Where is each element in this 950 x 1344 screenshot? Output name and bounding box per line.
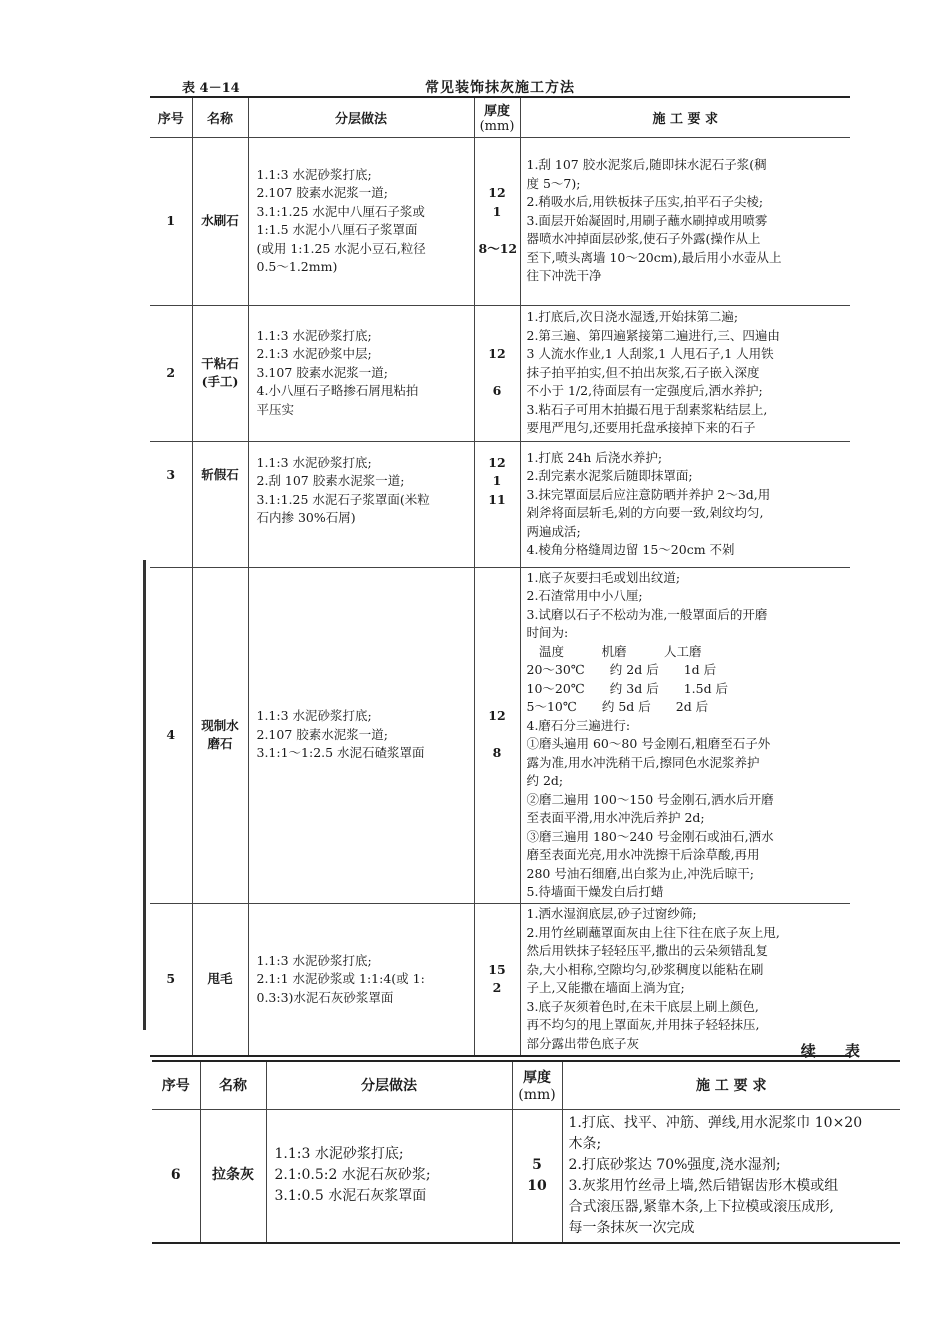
requirement-line: 4.磨石分三遍进行: <box>526 717 631 733</box>
requirement-line: ③磨三遍用 180～240 号金刚石或油石,洒水 <box>526 828 774 844</box>
row-number: 3 <box>150 441 192 567</box>
row-name <box>192 137 248 305</box>
row-thickness <box>474 305 520 441</box>
row-requirements <box>520 903 850 1056</box>
row-layers <box>248 137 474 305</box>
thickness-value: 12 <box>488 708 506 724</box>
requirement-line: 3.灰浆用竹丝帚上墙,然后错锯齿形木模或组 <box>568 1177 839 1194</box>
row-requirements <box>520 567 850 903</box>
requirement-line: 两遍成活; <box>526 523 581 539</box>
requirement-line: 3 人流水作业,1 人刮浆,1 人甩石子,1 人用铁 <box>526 346 774 362</box>
thickness-spacer <box>479 364 516 383</box>
thickness-spacer <box>479 221 516 240</box>
row-layers <box>248 567 474 903</box>
thickness-value: 8～12 <box>478 240 518 256</box>
layer-line: 2.刮 107 胶素水泥浆一道; <box>256 473 405 488</box>
thickness-value: 10 <box>527 1177 547 1194</box>
thickness-spacer <box>479 726 516 745</box>
thickness-value: 6 <box>492 383 502 399</box>
requirement-line: 抹子拍平拍实,但不拍出灰浆,石子嵌入深度 <box>526 364 760 380</box>
header-requirements: 施 工 要 求 <box>520 97 850 137</box>
table-row <box>150 305 850 441</box>
row-number: 1 <box>150 137 192 305</box>
cure-time-row: 5～10℃ 约 5d 后 2d 后 <box>526 699 709 714</box>
requirement-line: 至表面平滑,用水冲洗后养护 2d; <box>526 810 705 825</box>
header-thickness <box>474 97 520 137</box>
layer-line: 3.1:1.25 水泥中八厘石子浆或 <box>256 203 425 219</box>
row-requirements <box>520 137 850 305</box>
layer-line: 0.5～1.2mm) <box>256 259 338 274</box>
requirement-line: 3.试磨以石子不松动为准,一般罩面后的开磨 <box>526 606 768 622</box>
requirement-line: 部分露出带色底子灰 <box>526 1035 640 1051</box>
row-thickness <box>474 903 520 1056</box>
table-row <box>150 567 850 903</box>
row-name <box>192 441 248 567</box>
table-title: 常见装饰抹灰施工方法 <box>425 80 575 96</box>
layer-line: 平压实 <box>256 401 295 417</box>
layer-line: 2.107 胶素水泥浆一道; <box>256 185 388 200</box>
requirement-line: 度 5～7); <box>526 175 581 191</box>
layer-line: 1.1:3 水泥砂浆打底; <box>256 327 372 343</box>
requirement-line: 器喷水冲掉面层砂浆,使石子外露(操作从上 <box>526 231 761 247</box>
row-name-line: 甩毛 <box>207 971 233 986</box>
requirement-line: 2.稍吸水后,用铁板抹子压实,拍平石子尖棱; <box>526 194 764 210</box>
row-number: 2 <box>150 305 192 441</box>
layer-line: 1.1:3 水泥砂浆打底; <box>274 1146 404 1163</box>
requirement-line: 不小于 1/2,待面层有一定强度后,洒水养护; <box>526 383 763 399</box>
row-number: 6 <box>152 1109 200 1243</box>
requirement-line: 剁斧将面层斩毛,剁的方向要一致,剁纹均匀, <box>526 505 764 520</box>
requirement-line: ②磨二遍用 100～150 号金刚石,洒水后开磨 <box>526 791 774 807</box>
layer-line: 1.1:3 水泥砂浆打底; <box>256 454 372 470</box>
table-row <box>150 441 850 567</box>
thickness-value: 12 <box>488 454 506 470</box>
requirement-line: 1.刮 107 胶水泥浆后,随即抹水泥石子浆(稠 <box>526 157 767 173</box>
requirement-line: 合式滚压器,紧靠木条,上下拉模或滚压成形, <box>568 1198 834 1215</box>
row-requirements <box>562 1109 900 1243</box>
header-thickness-label: 厚度 <box>483 104 510 120</box>
thickness-value: 2 <box>492 980 502 996</box>
requirement-line: 5.待墙面干燥发白后打蜡 <box>526 884 664 899</box>
layer-line: 3.1:1.25 水泥石子浆罩面(米粒 <box>256 491 430 507</box>
layer-line: 2.107 胶素水泥浆一道; <box>256 726 388 742</box>
thickness-value: 12 <box>488 185 506 200</box>
header-thickness-unit: (mm) <box>479 119 515 135</box>
requirement-line: 露为准,用水冲洗稍干后,擦同色水泥浆养护 <box>526 754 760 770</box>
requirement-line: 1.底子灰要扫毛或划出纹道; <box>526 569 681 585</box>
requirement-line: 要甩严甩匀,还要用托盘承接掉下来的石子 <box>526 420 756 436</box>
row-layers <box>248 305 474 441</box>
row-number: 4 <box>150 567 192 903</box>
row-name-line: 现制水 <box>201 717 239 733</box>
header-thickness-label: 厚度 <box>523 1070 551 1087</box>
thickness-value: 8 <box>492 745 502 761</box>
requirement-line: 杂,大小相称,空隙均匀,砂浆稠度以能粘在刷 <box>526 961 764 977</box>
layer-line: 2.1:3 水泥砂浆中层; <box>256 346 372 362</box>
table-row <box>150 137 850 305</box>
row-layers <box>266 1109 512 1243</box>
requirement-line: 1.打底 24h 后浇水养护; <box>526 449 663 465</box>
header-thickness <box>512 1061 562 1109</box>
requirement-line: 2.刮完素水泥浆后随即抹罩面; <box>526 468 693 483</box>
header-num: 序号 <box>152 1061 200 1109</box>
layer-line: 4.小八厘石子略掺石屑甩粘拍 <box>256 383 419 399</box>
requirement-line: 再不均匀的甩上罩面灰,并用抹子轻轻抹压, <box>526 1017 760 1033</box>
row-thickness <box>474 441 520 567</box>
requirement-line: 时间为: <box>526 625 569 640</box>
thickness-value: 15 <box>488 961 506 977</box>
thickness-value: 5 <box>532 1156 542 1173</box>
row-requirements <box>520 305 850 441</box>
row-name-line: 拉条灰 <box>212 1167 254 1184</box>
table-label: 表 4－14 <box>182 81 240 96</box>
header-layers: 分层做法 <box>248 97 474 137</box>
header-name: 名称 <box>200 1061 266 1109</box>
requirement-line: 至下,喷头离墙 10～20cm),最后用小水壶从上 <box>526 249 782 265</box>
layer-line: 0.3:3)水泥石灰砂浆罩面 <box>256 989 394 1005</box>
thickness-value: 1 <box>492 203 502 219</box>
layer-line: 2.1:0.5:2 水泥石灰砂浆; <box>274 1167 431 1184</box>
row-requirements <box>520 441 850 567</box>
requirement-line: ①磨头遍用 60～80 号金刚石,粗磨至石子外 <box>526 736 771 751</box>
requirement-line: 每一条抹灰一次完成 <box>568 1219 695 1236</box>
requirement-line: 子上,又能撒在墙面上淌为宜; <box>526 980 685 996</box>
thickness-value: 11 <box>488 491 506 507</box>
requirement-line: 3.抹完罩面层后应注意防晒并养护 2～3d,用 <box>526 486 771 502</box>
table-header-row <box>150 97 850 137</box>
row-layers <box>248 441 474 567</box>
requirement-line: 280 号油石细磨,出白浆为止,冲洗后晾干; <box>526 865 754 881</box>
requirement-line: 2.第三遍、第四遍紧接第二遍进行,三、四遍由 <box>526 327 780 343</box>
table-row <box>152 1109 900 1243</box>
requirement-line: 磨至表面光亮,用水冲洗擦干后涂草酸,再用 <box>526 847 760 862</box>
cure-time-row: 20～30℃ 约 2d 后 1d 后 <box>526 662 717 677</box>
thickness-value: 12 <box>488 346 506 362</box>
row-thickness <box>474 567 520 903</box>
layer-line: 石内掺 30%石屑) <box>256 510 356 525</box>
layer-line: 3.1:0.5 水泥石灰浆罩面 <box>274 1188 427 1205</box>
requirement-line: 3.底子灰须着色时,在未干底层上刷上颜色, <box>526 998 759 1014</box>
layer-line: 1.1:3 水泥砂浆打底; <box>256 952 372 968</box>
plaster-methods-table-continued <box>152 1060 900 1244</box>
row-number: 5 <box>150 903 192 1056</box>
row-name-line: 水刷石 <box>201 212 239 228</box>
requirement-line: 4.棱角分格缝周边留 15～20cm 不剁 <box>526 542 735 557</box>
header-layers: 分层做法 <box>266 1061 512 1109</box>
page-edge-shadow <box>143 560 146 1030</box>
row-name <box>200 1109 266 1243</box>
continued-label: 续 表 <box>800 1042 872 1060</box>
row-layers <box>248 903 474 1056</box>
row-name <box>192 903 248 1056</box>
layer-line: 1:1.5 水泥小八厘石子浆罩面 <box>256 222 418 237</box>
row-thickness <box>512 1109 562 1243</box>
header-requirements: 施 工 要 求 <box>562 1061 900 1109</box>
header-thickness-unit: (mm) <box>518 1087 556 1104</box>
requirement-line: 1.洒水湿润底层,砂子过窗纱筛; <box>526 906 697 922</box>
requirement-line: 2.用竹丝刷蘸罩面灰由上往下往在底子灰上甩, <box>526 924 780 940</box>
layer-line: 1.1:3 水泥砂浆打底; <box>256 708 372 724</box>
row-name-line: (手工) <box>201 374 239 389</box>
row-name <box>192 567 248 903</box>
row-name-line: 干粘石 <box>201 355 239 371</box>
requirement-line: 然后用铁抹子轻轻压平,撒出的云朵须错乱复 <box>526 943 768 959</box>
requirement-line: 2.打底砂浆达 70%强度,浇水湿剂; <box>568 1156 781 1173</box>
requirement-line: 2.石渣常用中小八厘; <box>526 588 643 603</box>
requirement-line: 1.打底后,次日浇水湿透,开始抹第二遍; <box>526 309 739 325</box>
requirement-line: 3.面层开始凝固时,用刷子蘸水刷掉或用喷雾 <box>526 212 768 228</box>
requirement-line: 木条; <box>568 1135 602 1152</box>
cure-time-row: 10～20℃ 约 3d 后 1.5d 后 <box>526 680 729 696</box>
layer-line: 3.107 胶素水泥浆一道; <box>256 364 388 380</box>
layer-line: (或用 1:1.25 水泥小豆石,粒径 <box>256 240 426 256</box>
layer-line: 3.1:1～1:2.5 水泥石碴浆罩面 <box>256 745 425 761</box>
row-name <box>192 305 248 441</box>
row-thickness <box>474 137 520 305</box>
requirement-line: 1.打底、找平、冲筋、弹线,用水泥浆巾 10×20 <box>568 1114 863 1131</box>
plaster-methods-table <box>150 96 850 1057</box>
requirement-line: 往下冲洗干净 <box>526 268 602 284</box>
requirement-line: 约 2d; <box>526 773 564 788</box>
header-name: 名称 <box>192 97 248 137</box>
requirement-line: 3.粘石子可用木拍撮石甩于刮素浆粘结层上, <box>526 401 768 417</box>
row-name-line: 磨石 <box>207 736 233 751</box>
table-header-row <box>152 1061 900 1109</box>
row-name-line: 斩假石 <box>201 466 239 482</box>
cure-time-header: 温度 机磨 人工磨 <box>526 643 702 659</box>
thickness-value: 1 <box>492 473 502 488</box>
layer-line: 1.1:3 水泥砂浆打底; <box>256 166 372 182</box>
layer-line: 2.1:1 水泥砂浆或 1:1:4(或 1: <box>256 971 425 986</box>
table-row <box>150 903 850 1056</box>
header-num: 序号 <box>150 97 192 137</box>
